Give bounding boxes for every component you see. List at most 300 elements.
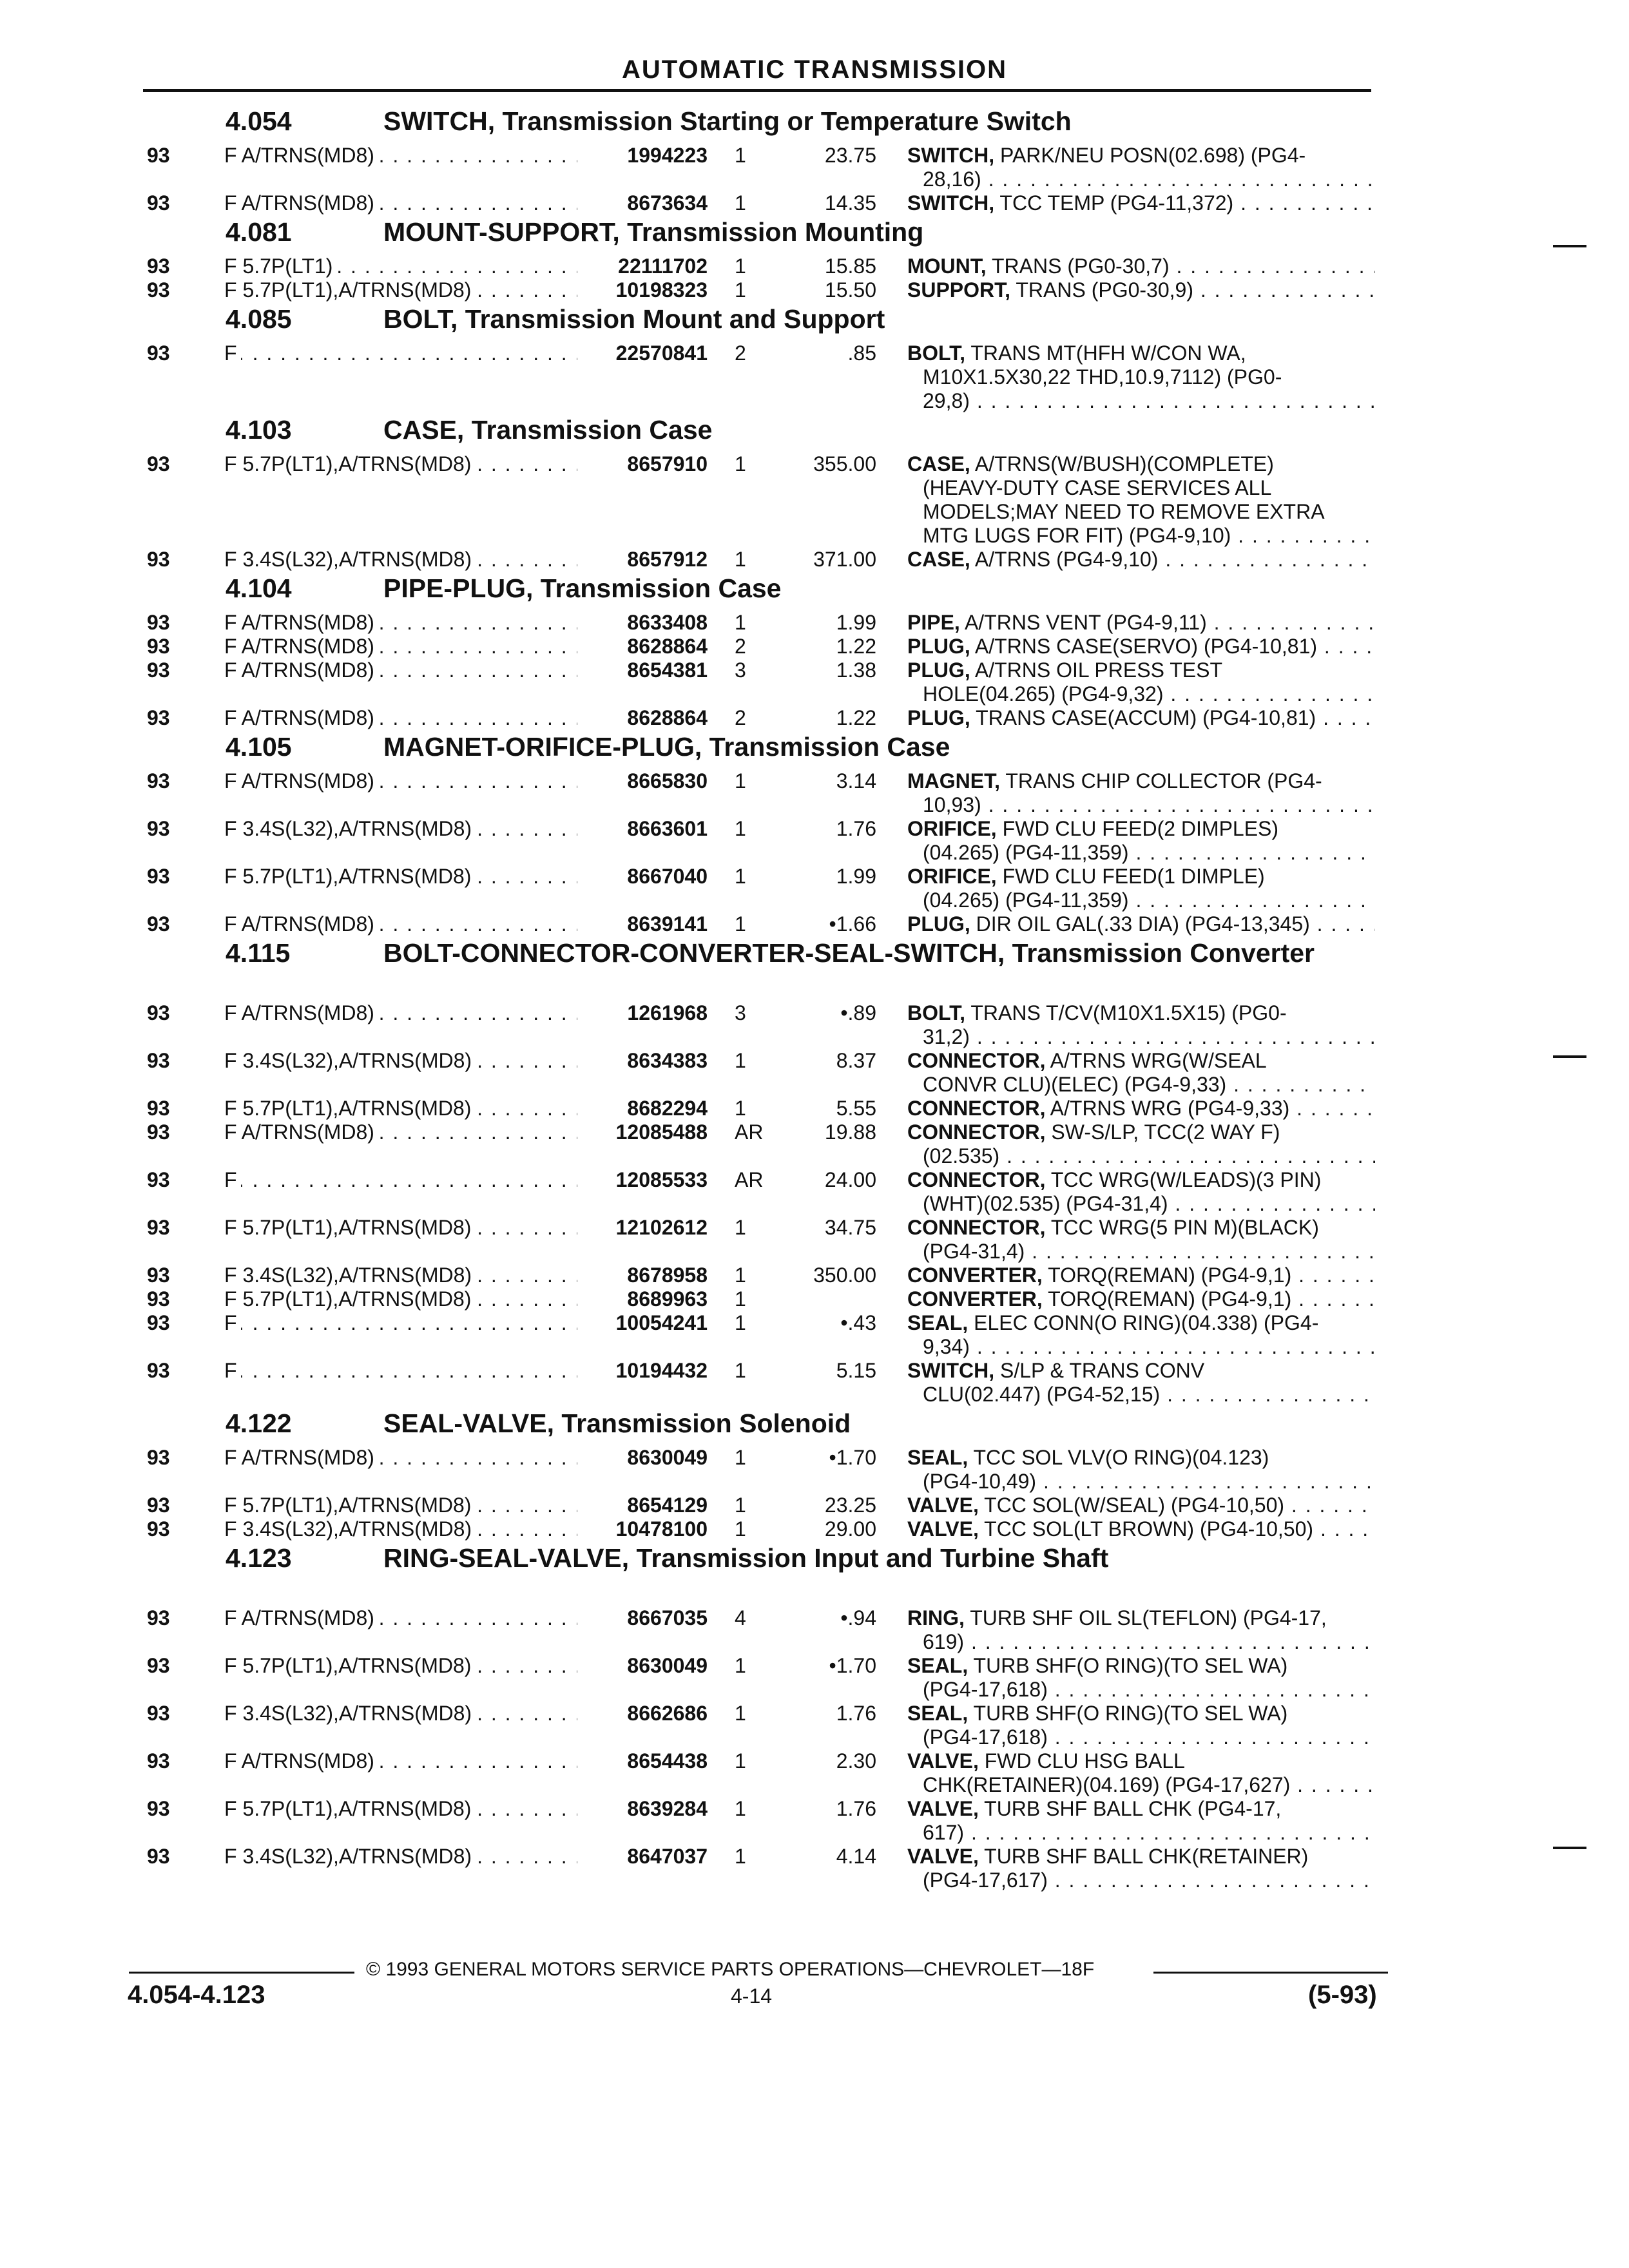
section-number: 4.123 (226, 1543, 292, 1573)
description-keyword: RING, (907, 1606, 965, 1629)
application-text: F 3.4S(L32),A/TRNS(MD8) (224, 1264, 476, 1287)
application (224, 1749, 577, 1773)
quantity: 1 (735, 1097, 746, 1120)
part-number: 8657912 (627, 548, 708, 571)
price: 1.99 (836, 865, 876, 888)
description-line (907, 889, 1375, 912)
price: 371.00 (813, 548, 876, 571)
part-number: 8654438 (627, 1749, 708, 1773)
quantity: 3 (735, 1001, 746, 1024)
part-number: 8654381 (627, 658, 708, 682)
description-line (907, 793, 1375, 817)
part-number: 8634383 (627, 1049, 708, 1072)
application (224, 1168, 577, 1192)
quantity: 1 (735, 144, 746, 167)
application-text: F 5.7P(LT1),A/TRNS(MD8) (224, 1097, 475, 1120)
description-line (907, 1216, 1375, 1240)
price: 29.00 (824, 1517, 876, 1541)
description (907, 635, 1375, 658)
description-keyword: SWITCH, (907, 144, 995, 167)
section-number: 4.085 (226, 304, 292, 334)
application (224, 1517, 577, 1541)
description-text: TURB SHF BALL CHK (PG4-17, (984, 1797, 1282, 1820)
footer-page-number: 4-14 (731, 1984, 773, 2008)
model-year: 93 (147, 144, 170, 167)
description-keyword: BOLT, (907, 1001, 966, 1024)
description-keyword: CASE, (907, 452, 970, 476)
description-line (907, 1749, 1375, 1773)
part-number: 22570841 (615, 341, 708, 365)
quantity: 1 (735, 1264, 746, 1287)
description (907, 278, 1375, 302)
model-year: 93 (147, 611, 170, 634)
description-text: ELEC CONN(O RING)(04.338) (PG4- (974, 1311, 1319, 1334)
description-line (907, 1630, 1375, 1654)
quantity: 1 (735, 769, 746, 793)
description-line (907, 658, 1375, 682)
description-line (907, 524, 1375, 548)
part-number: 1994223 (627, 144, 708, 167)
price: •.89 (840, 1001, 876, 1024)
description-text: A/TRNS (PG4-9,10) (974, 548, 1159, 571)
description-keyword: CONNECTOR, (907, 1120, 1046, 1144)
application-text: F A/TRNS(MD8) (224, 1749, 378, 1773)
application (224, 912, 577, 936)
page-title: AUTOMATIC TRANSMISSION (621, 55, 1008, 84)
quantity: 1 (735, 452, 746, 476)
application-text: F A/TRNS(MD8) (224, 912, 378, 936)
part-number: 8633408 (627, 611, 708, 634)
description (907, 1120, 1375, 1168)
quantity: 2 (735, 341, 746, 365)
description-line (907, 1470, 1375, 1494)
description-text: TCC WRG(W/LEADS)(3 PIN) (1050, 1168, 1322, 1191)
part-number: 10478100 (615, 1517, 708, 1541)
quantity: AR (735, 1120, 764, 1144)
price: 1.38 (836, 658, 876, 682)
description (907, 1702, 1375, 1749)
description-line (907, 452, 1375, 476)
margin-tick (1553, 1847, 1586, 1849)
description-text: TURB SHF OIL SL(TEFLON) (PG4-17, (970, 1606, 1327, 1629)
description-keyword: BOLT, (907, 341, 966, 365)
model-year: 93 (147, 278, 170, 302)
part-number: 8628864 (627, 706, 708, 729)
description-keyword: PLUG, (907, 706, 970, 729)
quantity: 1 (735, 1749, 746, 1773)
application-text: F A/TRNS(MD8) (224, 769, 378, 793)
quantity: 4 (735, 1606, 746, 1629)
description-text: FWD CLU FEED(1 DIMPLE) (1002, 865, 1265, 888)
description-text: TRANS CASE(ACCUM) (PG4-10,81) (976, 706, 1316, 729)
margin-tick (1553, 1055, 1586, 1058)
part-number: 8663601 (627, 817, 708, 840)
price: 15.85 (824, 255, 876, 278)
application (224, 1797, 577, 1821)
section-title: BOLT, Transmission Mount and Support (383, 304, 885, 334)
part-number: 12102612 (615, 1216, 708, 1239)
description-text: CONVR CLU)(ELEC) (PG4-9,33) (923, 1073, 1227, 1096)
description-line (907, 1869, 1375, 1892)
footer-section-range: 4.054-4.123 (128, 1981, 265, 2009)
description-text: TURB SHF(O RING)(TO SEL WA) (973, 1654, 1288, 1677)
description-text: MODELS;MAY NEED TO REMOVE EXTRA (923, 500, 1325, 523)
price: .85 (847, 341, 876, 365)
description (907, 706, 1375, 730)
footer-copyright: © 1993 GENERAL MOTORS SERVICE PARTS OPERATIONS—CHEVROLET—18F (366, 1959, 1095, 1980)
application-text: F 5.7P(LT1),A/TRNS(MD8) (224, 1797, 475, 1820)
description (907, 1168, 1375, 1216)
description-text: (HEAVY-DUTY CASE SERVICES ALL (923, 476, 1272, 499)
description-line (907, 611, 1375, 635)
description (907, 452, 1375, 548)
application (224, 1120, 577, 1144)
part-number: 10054241 (615, 1311, 708, 1334)
application (224, 452, 577, 476)
description-keyword: VALVE, (907, 1494, 979, 1517)
description (907, 1264, 1375, 1287)
description (907, 1216, 1375, 1264)
application (224, 1287, 577, 1311)
description-text: TRANS CHIP COLLECTOR (PG4- (1005, 769, 1322, 793)
description-keyword: SUPPORT, (907, 278, 1011, 302)
model-year: 93 (147, 1606, 170, 1629)
description-text: (04.265) (PG4-11,359) (923, 841, 1129, 864)
model-year: 93 (147, 1654, 170, 1677)
description-keyword: CONVERTER, (907, 1264, 1043, 1287)
quantity: 1 (735, 1287, 746, 1311)
application (224, 1446, 577, 1470)
application-text: F 5.7P(LT1),A/TRNS(MD8) (224, 865, 475, 888)
application (224, 635, 577, 658)
description-line (907, 1240, 1375, 1264)
description-line (907, 1287, 1375, 1311)
price: 23.75 (824, 144, 876, 167)
part-number: 8630049 (627, 1446, 708, 1469)
model-year: 93 (147, 1287, 170, 1311)
description-line (907, 1025, 1375, 1049)
description-text: (04.265) (PG4-11,359) (923, 889, 1129, 912)
quantity: 1 (735, 1517, 746, 1541)
description-text: 617) (923, 1821, 965, 1844)
description-text: TCC WRG(5 PIN M)(BLACK) (1050, 1216, 1319, 1239)
description-line (907, 1264, 1375, 1287)
model-year: 93 (147, 658, 170, 682)
part-number: 8682294 (627, 1097, 708, 1120)
application-text: F A/TRNS(MD8) (224, 1120, 378, 1144)
application-text: F A/TRNS(MD8) (224, 1001, 378, 1024)
description-text: TORQ(REMAN) (PG4-9,1) (1048, 1264, 1292, 1287)
quantity: 1 (735, 548, 746, 571)
quantity: 1 (735, 1797, 746, 1820)
description-text: MTG LUGS FOR FIT) (PG4-9,10) (923, 524, 1231, 547)
price: 1.76 (836, 1797, 876, 1820)
description-line (907, 1001, 1375, 1025)
description-text: (PG4-17,618) (923, 1678, 1048, 1701)
price: 5.55 (836, 1097, 876, 1120)
description-text: TORQ(REMAN) (PG4-9,1) (1048, 1287, 1292, 1311)
description-keyword: PLUG, (907, 635, 970, 658)
price: 3.14 (836, 769, 876, 793)
application (224, 1311, 577, 1335)
price: 24.00 (824, 1168, 876, 1191)
description-keyword: CONVERTER, (907, 1287, 1043, 1311)
model-year: 93 (147, 255, 170, 278)
quantity: 1 (735, 1446, 746, 1469)
application-text: F (224, 1311, 241, 1334)
part-number: 8667040 (627, 865, 708, 888)
description (907, 548, 1375, 572)
price: •1.70 (829, 1654, 876, 1677)
application-text: F 3.4S(L32),A/TRNS(MD8) (224, 817, 476, 840)
description-keyword: CASE, (907, 548, 970, 571)
application-text: F 5.7P(LT1) (224, 255, 336, 278)
part-number: 8662686 (627, 1702, 708, 1725)
application-text: F 3.4S(L32),A/TRNS(MD8) (224, 1049, 476, 1072)
description-line (907, 1311, 1375, 1335)
description (907, 1359, 1375, 1407)
section-number: 4.103 (226, 415, 292, 445)
description-line (907, 168, 1375, 191)
description-line (907, 1120, 1375, 1144)
description-keyword: CONNECTOR, (907, 1216, 1046, 1239)
description-text: SW-S/LP, TCC(2 WAY F) (1051, 1120, 1280, 1144)
quantity: 1 (735, 1311, 746, 1334)
part-number: 1261968 (627, 1001, 708, 1024)
description-line (907, 144, 1375, 168)
description (907, 865, 1375, 912)
model-year: 93 (147, 1446, 170, 1469)
application (224, 191, 577, 215)
model-year: 93 (147, 191, 170, 215)
quantity: 1 (735, 278, 746, 302)
description-line (907, 1144, 1375, 1168)
description-text: A/TRNS WRG (PG4-9,33) (1050, 1097, 1290, 1120)
description (907, 1311, 1375, 1359)
application (224, 1494, 577, 1517)
model-year: 93 (147, 635, 170, 658)
description-line (907, 635, 1375, 658)
price: •.94 (840, 1606, 876, 1629)
description-text: 619) (923, 1630, 965, 1653)
application (224, 1001, 577, 1025)
section-title: SWITCH, Transmission Starting or Temperature Switch (383, 106, 1072, 136)
price: 350.00 (813, 1264, 876, 1287)
description-line (907, 255, 1375, 278)
footer-date: (5-93) (1308, 1981, 1377, 2009)
description-line (907, 341, 1375, 365)
price: 5.15 (836, 1359, 876, 1382)
application (224, 1359, 577, 1383)
section-title: MOUNT-SUPPORT, Transmission Mounting (383, 217, 924, 247)
description-line (907, 841, 1375, 865)
application-text: F A/TRNS(MD8) (224, 1446, 378, 1469)
description-line (907, 1494, 1375, 1517)
application (224, 548, 577, 572)
description-line (907, 769, 1375, 793)
description-keyword: SEAL, (907, 1446, 969, 1469)
description-text: TRANS (PG0-30,9) (1016, 278, 1193, 302)
quantity: 2 (735, 706, 746, 729)
description-text: A/TRNS OIL PRESS TEST (974, 658, 1222, 682)
description-text: 28,16) (923, 168, 981, 191)
description-keyword: VALVE, (907, 1797, 979, 1820)
application (224, 611, 577, 635)
application-text: F 5.7P(LT1),A/TRNS(MD8) (224, 1494, 475, 1517)
description-line (907, 548, 1375, 572)
model-year: 93 (147, 817, 170, 840)
description-line (907, 706, 1375, 730)
description-keyword: MOUNT, (907, 255, 987, 278)
model-year: 93 (147, 548, 170, 571)
description-text: (PG4-17,618) (923, 1725, 1048, 1749)
description-line (907, 1359, 1375, 1383)
application (224, 278, 577, 302)
part-number: 8689963 (627, 1287, 708, 1311)
description-keyword: VALVE, (907, 1845, 979, 1868)
description-text: TRANS MT(HFH W/CON WA, (970, 341, 1246, 365)
part-number: 8665830 (627, 769, 708, 793)
description-line (907, 1168, 1375, 1192)
description-line (907, 389, 1375, 413)
description (907, 817, 1375, 865)
description-keyword: CONNECTOR, (907, 1049, 1046, 1072)
description-text: FWD CLU FEED(2 DIMPLES) (1002, 817, 1279, 840)
application (224, 1606, 577, 1630)
description-line (907, 278, 1375, 302)
application (224, 1216, 577, 1240)
description-text: 10,93) (923, 793, 981, 816)
description-text: TRANS T/CV(M10X1.5X15) (PG0- (970, 1001, 1287, 1024)
part-number: 8639284 (627, 1797, 708, 1820)
description-text: (PG4-17,617) (923, 1869, 1048, 1892)
description-text: A/TRNS VENT (PG4-9,11) (964, 611, 1207, 634)
description (907, 769, 1375, 817)
part-number: 8673634 (627, 191, 708, 215)
model-year: 93 (147, 1120, 170, 1144)
description-text: A/TRNS CASE(SERVO) (PG4-10,81) (974, 635, 1318, 658)
model-year: 93 (147, 1097, 170, 1120)
description-text: 9,34) (923, 1335, 970, 1358)
description-keyword: PLUG, (907, 912, 970, 936)
description (907, 1049, 1375, 1097)
description-text: (PG4-31,4) (923, 1240, 1025, 1263)
description-line (907, 1678, 1375, 1702)
description-line (907, 817, 1375, 841)
model-year: 93 (147, 706, 170, 729)
application-text: F 3.4S(L32),A/TRNS(MD8) (224, 1517, 476, 1541)
description-line (907, 1097, 1375, 1120)
description-line (907, 1335, 1375, 1359)
application-text: F (224, 1168, 241, 1191)
description-keyword: SWITCH, (907, 191, 995, 215)
description-keyword: SEAL, (907, 1654, 969, 1677)
application (224, 1654, 577, 1678)
price: •.43 (840, 1311, 876, 1334)
model-year: 93 (147, 341, 170, 365)
application (224, 865, 577, 889)
part-number: 8630049 (627, 1654, 708, 1677)
quantity: 1 (735, 611, 746, 634)
description-text: DIR OIL GAL(.33 DIA) (PG4-13,345) (976, 912, 1310, 936)
application (224, 1097, 577, 1120)
quantity: 1 (735, 865, 746, 888)
application (224, 1264, 577, 1287)
description-line (907, 1845, 1375, 1869)
description-line (907, 191, 1375, 215)
description-text: TRANS (PG0-30,7) (991, 255, 1170, 278)
quantity: AR (735, 1168, 764, 1191)
description (907, 1001, 1375, 1049)
description-line (907, 500, 1375, 524)
price: 4.14 (836, 1845, 876, 1868)
price: 1.99 (836, 611, 876, 634)
description (907, 144, 1375, 191)
description-line (907, 1797, 1375, 1821)
part-number: 10194432 (615, 1359, 708, 1382)
application (224, 769, 577, 793)
application-text: F A/TRNS(MD8) (224, 658, 378, 682)
model-year: 93 (147, 1517, 170, 1541)
description-text: CLU(02.447) (PG4-52,15) (923, 1383, 1161, 1406)
description-text: TCC SOL VLV(O RING)(04.123) (973, 1446, 1269, 1469)
description-keyword: SEAL, (907, 1311, 969, 1334)
application-text: F 3.4S(L32),A/TRNS(MD8) (224, 1845, 476, 1868)
description-line (907, 1049, 1375, 1073)
model-year: 93 (147, 1359, 170, 1382)
model-year: 93 (147, 1494, 170, 1517)
description (907, 255, 1375, 278)
description-text: CHK(RETAINER)(04.169) (PG4-17,627) (923, 1773, 1291, 1796)
description (907, 1845, 1375, 1892)
footer-rule (1153, 1972, 1388, 1974)
description (907, 611, 1375, 635)
price: 8.37 (836, 1049, 876, 1072)
description (907, 191, 1375, 215)
model-year: 93 (147, 1311, 170, 1334)
price: 1.22 (836, 635, 876, 658)
section-title: BOLT-CONNECTOR-CONVERTER-SEAL-SWITCH, Transmission Converter (383, 938, 1315, 968)
quantity: 1 (735, 191, 746, 215)
description (907, 1287, 1375, 1311)
section-title: MAGNET-ORIFICE-PLUG, Transmission Case (383, 732, 950, 762)
description-text: 29,8) (923, 389, 970, 412)
application (224, 144, 577, 168)
application (224, 706, 577, 730)
description-text: PARK/NEU POSN(02.698) (PG4- (999, 144, 1306, 167)
section-title: PIPE-PLUG, Transmission Case (383, 573, 782, 603)
application-text: F A/TRNS(MD8) (224, 611, 378, 634)
part-number: 22111702 (618, 255, 708, 278)
part-number: 8657910 (627, 452, 708, 476)
section-number: 4.104 (226, 573, 292, 603)
section-number: 4.054 (226, 106, 292, 136)
price: •1.66 (829, 912, 876, 936)
part-number: 8654129 (627, 1494, 708, 1517)
application-text: F (224, 1359, 241, 1382)
application-text: F 5.7P(LT1),A/TRNS(MD8) (224, 1216, 475, 1239)
quantity: 1 (735, 1845, 746, 1868)
application (224, 341, 577, 365)
price: 34.75 (824, 1216, 876, 1239)
application-text: F 5.7P(LT1),A/TRNS(MD8) (224, 1287, 475, 1311)
application-text: F 5.7P(LT1),A/TRNS(MD8) (224, 452, 475, 476)
description-keyword: SWITCH, (907, 1359, 995, 1382)
application-text: F A/TRNS(MD8) (224, 635, 378, 658)
description (907, 912, 1375, 936)
description-text: A/TRNS(W/BUSH)(COMPLETE) (974, 452, 1274, 476)
description-line (907, 1702, 1375, 1725)
